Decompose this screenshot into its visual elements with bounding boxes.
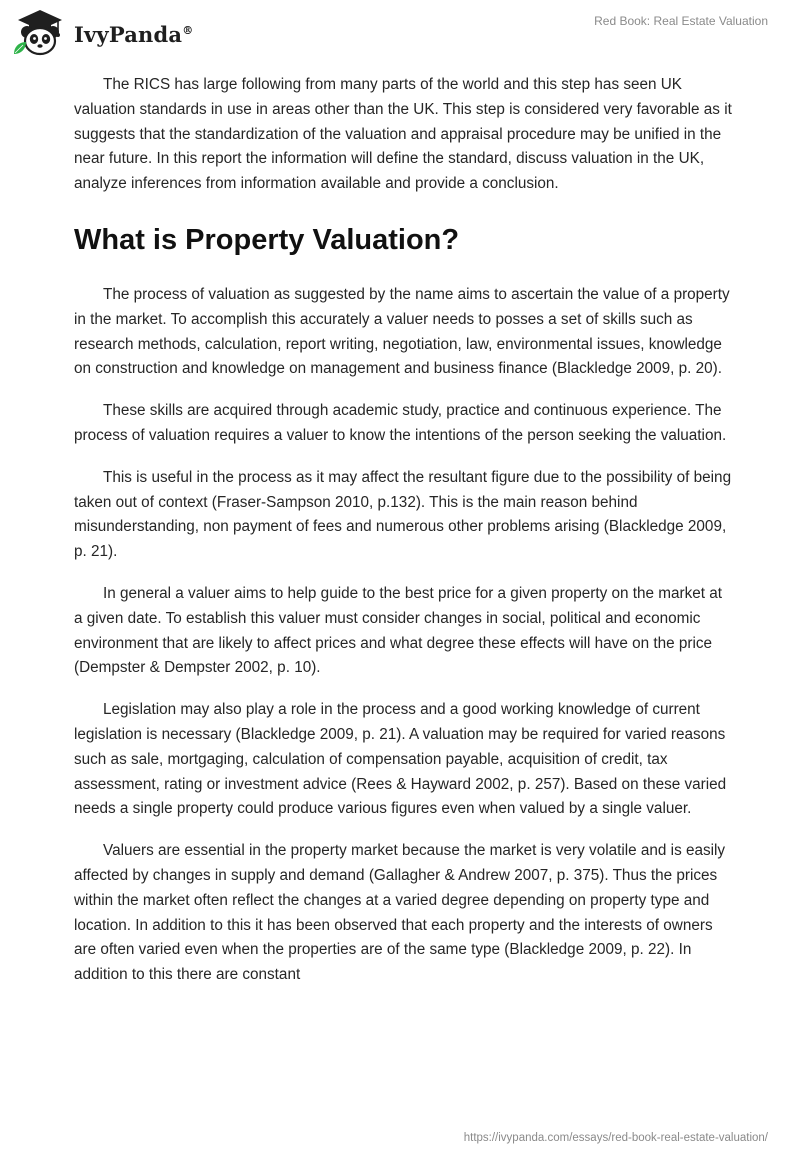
body-paragraph: This is useful in the process as it may affect the resultant figure due to the possibility of being taken out of context (Fraser-Sampson 2010, p.132). This is the main reason behind misunderstanding, non payment of fees and numerous other problems arising (Blackledge 2009, p. 21). — [74, 468, 732, 561]
body-paragraph: These skills are acquired through academic study, practice and continuous experience. The process of valuation requires a valuer to know the intentions of the person seeking the valuation. — [74, 402, 727, 444]
source-url-link[interactable]: https://ivypanda.com/essays/red-book-real-estate-valuation/ — [463, 1132, 768, 1144]
brand-name: IvyPanda® — [74, 21, 194, 47]
article-body — [74, 73, 734, 1005]
document-title: Red Book: Real Estate Valuation — [594, 14, 768, 28]
panda-graduate-icon — [12, 8, 68, 58]
body-paragraph: Valuers are essential in the property market because the market is very volatile and is easily affected by changes in supply and demand (Gallagher & Andrew 2007, p. 375). Thus the prices within the market often reflect the changes at a varied degree depending on property type and location. In addition to this it has been observed that each property and the interests of owners are often varied even when the properties are of the same type (Blackledge 2009, p. 22). In addition to this there are constant — [74, 842, 726, 984]
page-header — [0, 0, 800, 64]
section-heading: What is Property Valuation? — [74, 223, 460, 256]
registered-mark: ® — [182, 23, 194, 37]
intro-paragraph: The RICS has large following from many parts of the world and this step has seen UK valuation standards in use in areas other than the UK. This step is considered very favorable as it suggests that the standardization of the valuation and appraisal procedure may be unified in the near future. In this report the information will define the standard, discuss valuation in the UK, analyze inferences from information available and provide a conclusion. — [74, 76, 732, 193]
body-paragraph: The process of valuation as suggested by the name aims to ascertain the value of a property in the market. To accomplish this accurately a valuer needs to posses a set of skills such as research methods, calculation, report writing, negotiation, law, environmental issues, knowledge on construction and knowledge on management and business finance (Blackledge 2009, p. 20). — [74, 285, 730, 378]
body-paragraph: In general a valuer aims to help guide to the best price for a given property on the market at a given date. To establish this valuer must consider changes in social, political and economic environment that are likely to affect prices and what degree these effects will have on the price (Dempster & Dempster 2002, p. 10). — [74, 584, 723, 677]
body-paragraph: Legislation may also play a role in the process and a good working knowledge of current legislation is necessary (Blackledge 2009, p. 21). A valuation may be required for varied reasons such as sale, mortgaging, calculation of compensation payable, acquisition of credit, tax assessment, rating or investment advice (Rees & Hayward 2002, p. 257). Based on these varied needs a single property could produce various figures even when valued by a single valuer. — [74, 701, 727, 818]
ivypanda-logo[interactable] — [12, 8, 193, 58]
